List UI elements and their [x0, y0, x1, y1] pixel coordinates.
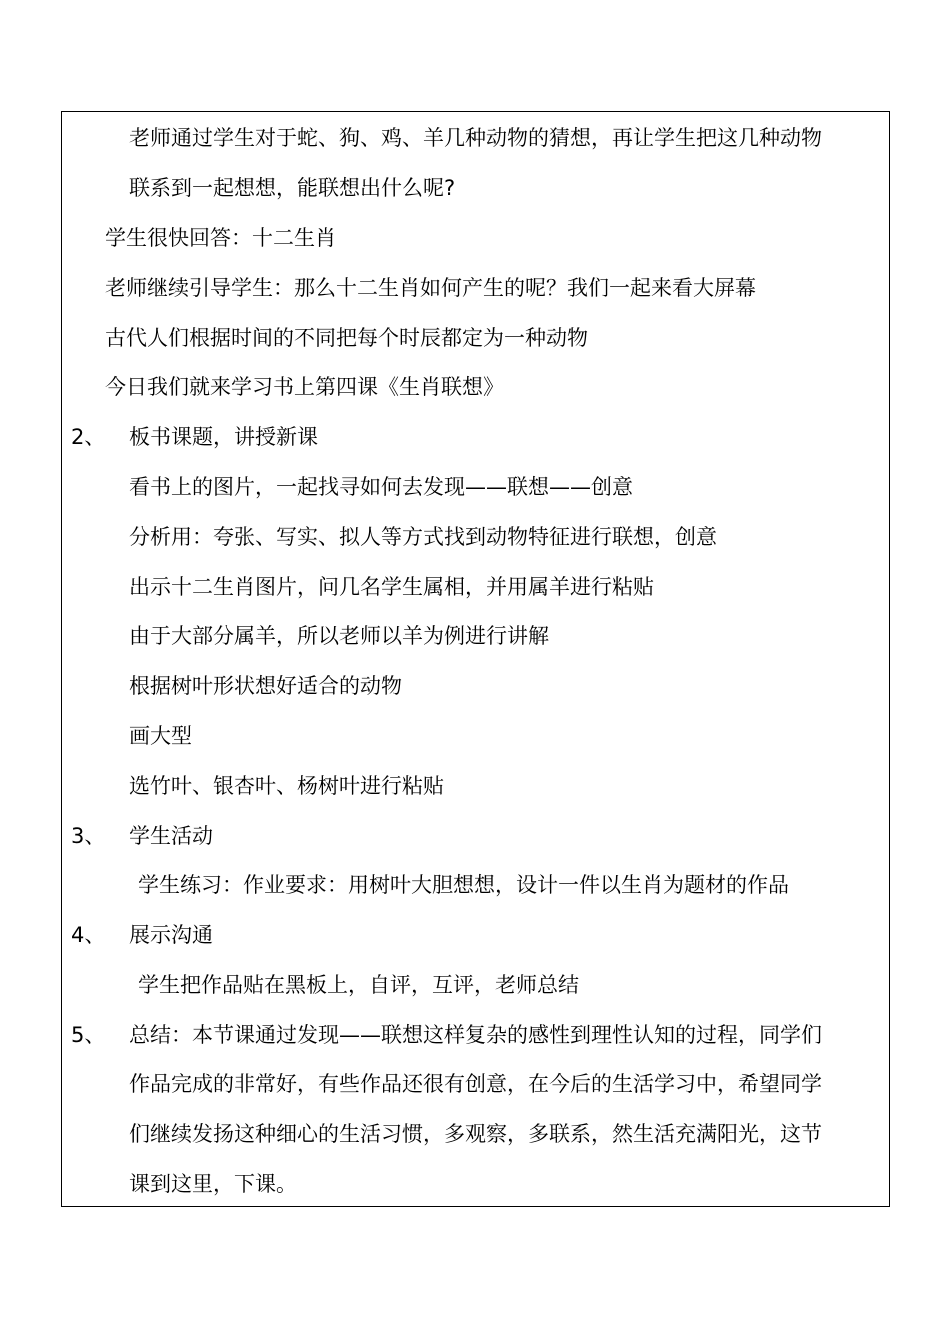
section-2-number: 2、 — [71, 425, 106, 449]
section-4-title: 展示沟通 — [129, 923, 213, 947]
section-5-line-1: 总结：本节课通过发现——联想这样复杂的感性到理性认知的过程，同学们 — [129, 1023, 822, 1047]
section-2-item: 选竹叶、银杏叶、杨树叶进行粘贴 — [129, 774, 444, 798]
section-5-line-4: 课到这里，下课。 — [129, 1172, 297, 1196]
section-2-item: 分析用：夸张、写实、拟人等方式找到动物特征进行联想，创意 — [129, 525, 717, 549]
section-5-line-3: 们继续发扬这种细心的生活习惯，多观察，多联系，然生活充满阳光，这节 — [129, 1122, 822, 1146]
section-2-item: 画大型 — [129, 724, 192, 748]
intro-line-2: 联系到一起想想，能联想出什么呢? — [129, 176, 456, 200]
section-2-item: 看书上的图片，一起找寻如何去发现——联想——创意 — [129, 475, 633, 499]
section-2-item: 出示十二生肖图片，问几名学生属相，并用属羊进行粘贴 — [129, 575, 654, 599]
section-3-number: 3、 — [71, 824, 106, 848]
section-2-item: 由于大部分属羊，所以老师以羊为例进行讲解 — [129, 624, 549, 648]
intro-line-5: 古代人们根据时间的不同把每个时辰都定为一种动物 — [105, 326, 588, 350]
intro-line-4: 老师继续引导学生：那么十二生肖如何产生的呢？我们一起来看大屏幕 — [105, 276, 756, 300]
intro-line-3: 学生很快回答：十二生肖 — [105, 226, 336, 250]
section-3-detail: 学生练习：作业要求：用树叶大胆想想，设计一件以生肖为题材的作品 — [138, 873, 789, 897]
section-4-number: 4、 — [71, 923, 106, 947]
section-2-title: 板书课题，讲授新课 — [129, 425, 318, 449]
section-4-detail: 学生把作品贴在黑板上，自评，互评，老师总结 — [138, 973, 579, 997]
section-5-number: 5、 — [71, 1023, 106, 1047]
intro-line-6: 今日我们就来学习书上第四课《生肖联想》 — [105, 375, 504, 399]
section-5-line-2: 作品完成的非常好，有些作品还很有创意，在今后的生活学习中，希望同学 — [129, 1072, 822, 1096]
intro-line-1: 老师通过学生对于蛇、狗、鸡、羊几种动物的猜想，再让学生把这几种动物 — [129, 126, 822, 150]
section-2-item: 根据树叶形状想好适合的动物 — [129, 674, 402, 698]
section-3-title: 学生活动 — [129, 824, 213, 848]
